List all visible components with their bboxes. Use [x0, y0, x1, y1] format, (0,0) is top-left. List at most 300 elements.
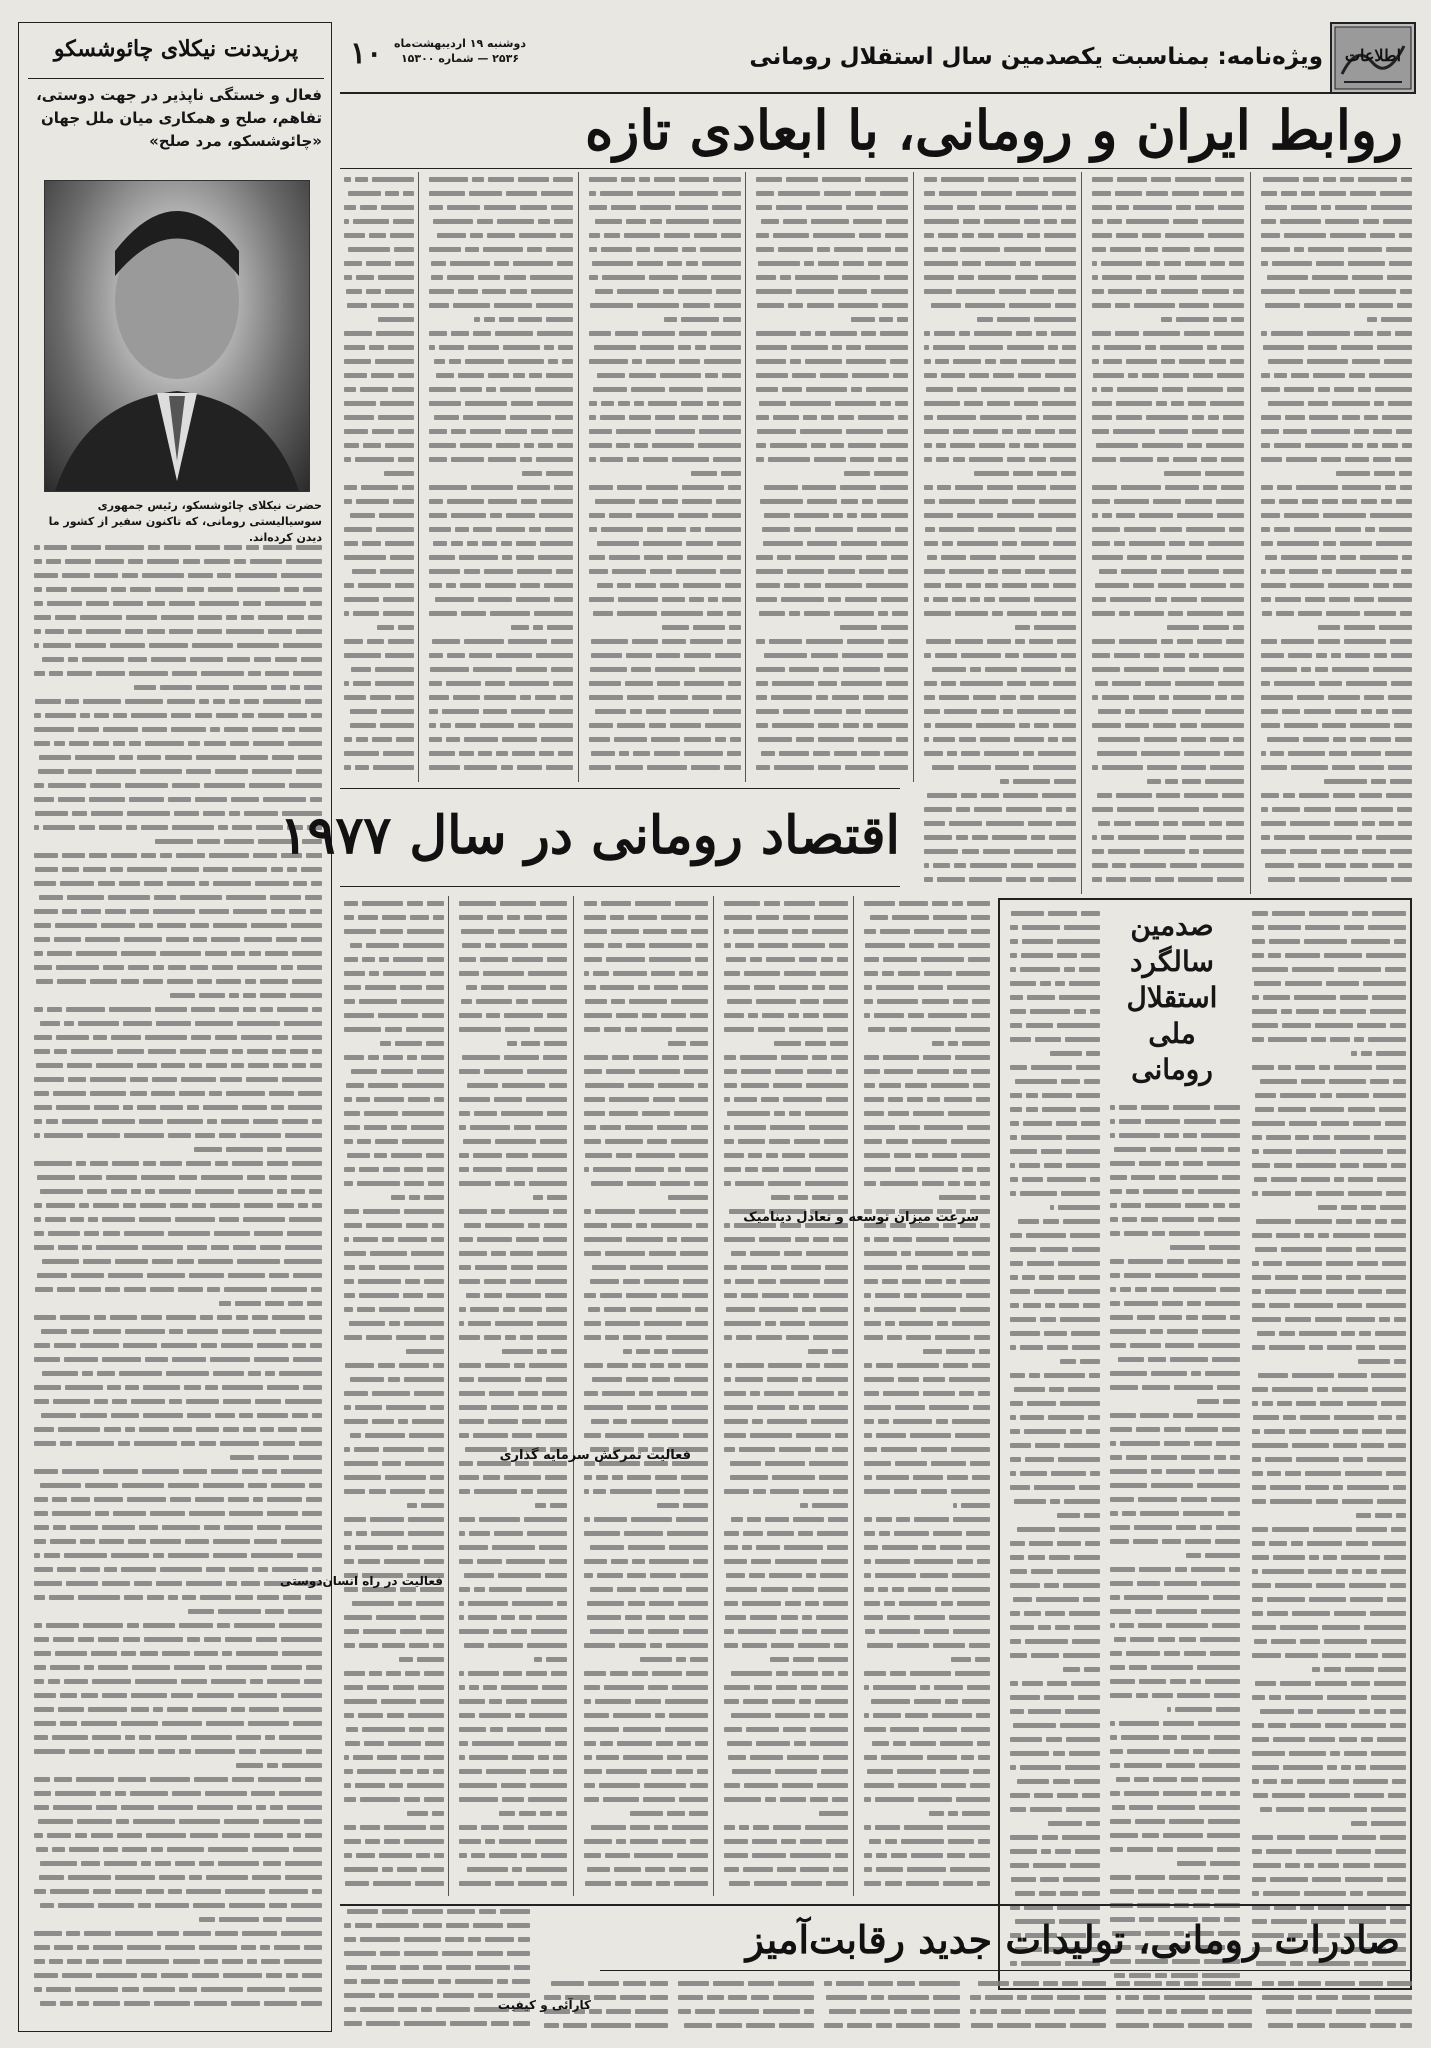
text-word [750, 1433, 792, 1438]
text-word [147, 1595, 164, 1600]
text-word [67, 1063, 92, 1068]
text-line [30, 1282, 322, 1296]
text-word [520, 583, 540, 588]
text-word [344, 681, 349, 686]
text-line [1248, 1396, 1406, 1410]
text-word [1223, 1875, 1240, 1880]
text-word [52, 1735, 88, 1740]
text-word [1000, 779, 1009, 784]
text-line [860, 1092, 990, 1106]
text-word [148, 1049, 176, 1054]
text-word [463, 415, 506, 420]
text-word [1164, 471, 1201, 476]
text-word [863, 695, 884, 700]
text-word [98, 881, 115, 886]
text-word [724, 1097, 730, 1102]
text-line [920, 424, 1076, 438]
text-word [1187, 443, 1202, 448]
text-word [1379, 821, 1394, 826]
text-word [360, 205, 377, 210]
text-line [1088, 844, 1244, 858]
text-word [1228, 1147, 1240, 1152]
text-word [449, 359, 461, 364]
text-line [1257, 340, 1412, 354]
text-word [960, 1279, 990, 1284]
text-word [105, 1287, 120, 1292]
text-word [90, 783, 121, 788]
text-line [1088, 676, 1244, 690]
text-word [429, 247, 461, 252]
text-word [686, 541, 713, 546]
text-word [952, 901, 963, 906]
text-line [340, 592, 414, 606]
text-word [1372, 1387, 1406, 1392]
text-word [858, 415, 894, 420]
text-word [924, 737, 929, 742]
text-word [431, 261, 446, 266]
text-word [1070, 1429, 1082, 1434]
text-word [1119, 1119, 1141, 1124]
text-line [1257, 816, 1412, 830]
text-word [1330, 1037, 1350, 1042]
text-word [126, 825, 137, 830]
text-word [143, 1987, 175, 1992]
text-word [756, 569, 783, 574]
text-word [1173, 695, 1211, 700]
text-word [1379, 625, 1412, 630]
text-word [1374, 1681, 1406, 1686]
text-word [876, 985, 914, 990]
text-line [752, 242, 908, 256]
text-word [1047, 1177, 1086, 1182]
text-word [955, 1027, 990, 1032]
text-word [1045, 247, 1076, 252]
text-word [678, 513, 708, 518]
text-word [1265, 1289, 1296, 1294]
text-word [625, 681, 653, 686]
text-word [1092, 485, 1117, 490]
text-word [183, 1469, 207, 1474]
text-word [218, 1609, 261, 1614]
text-word [1310, 1429, 1339, 1434]
text-word [1368, 925, 1406, 930]
text-word [941, 373, 965, 378]
text-word [1010, 1275, 1018, 1280]
text-word [1382, 443, 1398, 448]
text-word [717, 541, 741, 546]
text-word [375, 681, 414, 686]
text-word [494, 303, 532, 308]
text-word [875, 1559, 910, 1564]
text-word [1189, 667, 1219, 672]
text-word [1050, 1205, 1054, 1210]
text-word [187, 587, 204, 592]
text-word [855, 191, 876, 196]
text-line [585, 578, 741, 592]
text-word [1252, 1429, 1260, 1434]
text-word [821, 957, 833, 962]
text-word [1202, 1329, 1240, 1334]
text-word [562, 359, 573, 364]
text-line [1248, 1592, 1406, 1606]
text-word [864, 1293, 871, 1298]
text-word [615, 331, 638, 336]
text-word [1010, 1149, 1037, 1154]
text-word [1341, 1331, 1355, 1336]
text-word [1390, 1723, 1406, 1728]
text-word [276, 1035, 288, 1040]
text-word [67, 895, 104, 900]
text-word [589, 695, 623, 700]
text-word [1119, 611, 1130, 616]
text-word [960, 681, 1003, 686]
text-word [180, 895, 222, 900]
text-word [179, 1091, 205, 1096]
text-word [1203, 191, 1227, 196]
text-word [746, 1727, 779, 1732]
text-word [756, 915, 779, 920]
text-word [1252, 939, 1265, 944]
text-word [893, 1741, 906, 1746]
text-word [292, 1343, 306, 1348]
text-word [1145, 1203, 1181, 1208]
text-word [131, 1707, 149, 1712]
text-word [820, 1573, 848, 1578]
text-word [226, 1147, 263, 1152]
text-word [826, 1839, 848, 1844]
text-line [860, 952, 990, 966]
text-word [1252, 1387, 1268, 1392]
text-word [219, 1301, 231, 1306]
text-word [611, 929, 639, 934]
text-word [205, 951, 227, 956]
text-line [860, 1260, 990, 1274]
text-word [1252, 1499, 1266, 1504]
text-word [1334, 821, 1358, 826]
text-word [34, 1623, 42, 1628]
text-word [834, 247, 863, 252]
text-word [932, 901, 948, 906]
text-line [425, 676, 573, 690]
text-word [1342, 1499, 1373, 1504]
text-word [346, 289, 362, 294]
text-word [556, 569, 573, 574]
text-word [864, 1251, 897, 1256]
text-word [1071, 1681, 1100, 1686]
text-word [999, 597, 1030, 602]
text-word [671, 929, 687, 934]
text-word [1083, 1303, 1100, 1308]
text-word [1402, 443, 1412, 448]
text-word [237, 1259, 280, 1264]
text-line [860, 938, 990, 952]
text-word [203, 1483, 244, 1488]
text-word [266, 1973, 282, 1978]
text-word [181, 1441, 195, 1446]
text-word [258, 1567, 268, 1572]
text-word [62, 853, 85, 858]
text-word [1097, 751, 1137, 756]
text-word [1137, 1581, 1160, 1586]
text-line [340, 704, 414, 718]
text-word [500, 387, 531, 392]
text-word [979, 205, 1001, 210]
text-word [1020, 695, 1034, 700]
text-word [835, 1853, 848, 1858]
text-word [615, 765, 643, 770]
text-word [34, 545, 40, 550]
text-word [1134, 1777, 1149, 1782]
text-line [1088, 438, 1244, 452]
text-line [1248, 1872, 1406, 1886]
text-word [1337, 1303, 1362, 1308]
text-word [34, 1539, 46, 1544]
text-word [941, 177, 984, 182]
text-word [82, 1371, 93, 1376]
text-word [1342, 485, 1381, 490]
text-line [720, 1246, 848, 1260]
text-word [1230, 1455, 1240, 1460]
text-word [1385, 1121, 1406, 1126]
text-word [1117, 177, 1147, 182]
text-line [920, 830, 1076, 844]
text-word [784, 1545, 823, 1550]
text-word [170, 1497, 191, 1502]
text-word [229, 1567, 254, 1572]
text-word [39, 895, 63, 900]
text-word [691, 929, 708, 934]
text-word [1092, 863, 1108, 868]
text-word [1063, 1219, 1100, 1224]
text-word [62, 909, 77, 914]
text-word [985, 583, 998, 588]
text-word [813, 233, 855, 238]
text-word [447, 205, 480, 210]
text-word [775, 1559, 817, 1564]
text-word [138, 1903, 151, 1908]
text-word [40, 1189, 83, 1194]
text-word [761, 751, 775, 756]
text-line [860, 1344, 990, 1358]
text-word [1092, 695, 1098, 700]
text-word [1380, 569, 1397, 574]
text-word [1059, 1303, 1079, 1308]
text-word [869, 1839, 881, 1844]
text-word [249, 951, 261, 956]
text-line [30, 1296, 322, 1310]
text-word [253, 1119, 278, 1124]
text-word [1209, 359, 1226, 364]
text-word [910, 1741, 936, 1746]
text-word [1010, 1233, 1022, 1238]
text-word [864, 1279, 878, 1284]
text-word [134, 1441, 177, 1446]
text-word [249, 1707, 279, 1712]
text-word [639, 177, 650, 182]
text-word [1267, 1597, 1305, 1602]
text-word [245, 979, 256, 984]
text-line [425, 396, 573, 410]
text-word [616, 443, 630, 448]
text-line [340, 550, 414, 564]
text-word [805, 1041, 826, 1046]
text-word [284, 1021, 322, 1026]
text-word [96, 1805, 117, 1810]
text-word [783, 1727, 806, 1732]
text-word [724, 1629, 734, 1634]
text-word [1072, 1247, 1100, 1252]
text-word [818, 737, 854, 742]
text-word [1281, 555, 1317, 560]
text-line [1257, 872, 1412, 886]
text-word [304, 1679, 322, 1684]
text-word [206, 1063, 227, 1068]
text-word [90, 1161, 108, 1166]
text-word [834, 611, 874, 616]
text-word [886, 219, 908, 224]
text-word [1214, 247, 1244, 252]
text-word [548, 359, 558, 364]
text-word [86, 629, 121, 634]
text-word [47, 1007, 62, 1012]
text-line [1248, 990, 1406, 1004]
text-line [340, 410, 414, 424]
text-word [1322, 723, 1346, 728]
text-word [815, 1447, 828, 1452]
text-word [961, 751, 980, 756]
text-word [1165, 485, 1199, 490]
text-word [437, 233, 466, 238]
text-word [1164, 261, 1181, 266]
text-word [1147, 779, 1161, 784]
text-word [924, 583, 941, 588]
text-line [1006, 1662, 1100, 1676]
text-word [792, 1671, 818, 1676]
text-word [589, 359, 628, 364]
text-word [558, 345, 573, 350]
text-word [1140, 1413, 1169, 1418]
text-line [30, 1604, 322, 1618]
text-word [766, 1153, 778, 1158]
text-word [752, 1839, 777, 1844]
text-word [211, 1469, 238, 1474]
text-line [1088, 858, 1244, 872]
text-word [283, 1707, 322, 1712]
text-word [155, 1861, 171, 1866]
text-word [1006, 877, 1026, 882]
text-word [429, 289, 454, 294]
text-word [1380, 1205, 1406, 1210]
text-word [864, 1755, 877, 1760]
text-word [627, 695, 654, 700]
text-word [1201, 723, 1244, 728]
text-word [1168, 611, 1183, 616]
text-word [783, 915, 810, 920]
text-word [1112, 1805, 1125, 1810]
text-word [964, 1181, 976, 1186]
text-word [1339, 1737, 1357, 1742]
text-word [1010, 1457, 1021, 1462]
text-word [1340, 1149, 1383, 1154]
text-word [956, 1797, 990, 1802]
text-word [1305, 925, 1340, 930]
text-word [1036, 331, 1047, 336]
text-word [1371, 1751, 1406, 1756]
text-word [53, 1637, 74, 1642]
text-word [1038, 1625, 1051, 1630]
text-word [159, 1189, 191, 1194]
text-line [1257, 844, 1412, 858]
text-word [591, 639, 628, 644]
text-word [1122, 1511, 1136, 1516]
text-word [162, 1651, 190, 1656]
text-word [45, 1217, 66, 1222]
text-word [153, 909, 195, 914]
text-word [1285, 1317, 1311, 1322]
text-word [1102, 275, 1132, 280]
text-word [1393, 1079, 1406, 1084]
text-word [1352, 443, 1363, 448]
text-word [1110, 1749, 1123, 1754]
text-word [670, 709, 709, 714]
text-word [1199, 1763, 1240, 1768]
text-word [1110, 1119, 1115, 1124]
text-line [340, 256, 414, 270]
text-word [155, 1007, 187, 1012]
text-word [1230, 1791, 1240, 1796]
text-word [956, 835, 968, 840]
text-word [285, 1133, 322, 1138]
text-word [103, 1231, 120, 1236]
text-word [281, 965, 293, 970]
text-word [1201, 1889, 1214, 1894]
text-word [802, 1629, 817, 1634]
text-word [1127, 555, 1147, 560]
text-line [720, 1498, 848, 1512]
text-word [589, 275, 598, 280]
text-word [864, 1321, 881, 1326]
text-word [1022, 1177, 1043, 1182]
text-word [127, 1497, 166, 1502]
text-word [1050, 485, 1076, 490]
text-word [1026, 1023, 1053, 1028]
text-word [1336, 1569, 1348, 1574]
text-word [924, 835, 952, 840]
text-word [1019, 1163, 1040, 1168]
text-word [816, 695, 828, 700]
text-word [800, 429, 842, 434]
text-word [1179, 359, 1205, 364]
text-word [635, 583, 656, 588]
text-word [589, 569, 608, 574]
text-word [1261, 247, 1290, 252]
text-word [210, 1357, 250, 1362]
text-word [1198, 1343, 1240, 1348]
text-line [1088, 410, 1244, 424]
text-word [829, 985, 848, 990]
text-line [752, 284, 908, 298]
text-word [234, 559, 246, 564]
text-word [79, 825, 95, 830]
text-word [1141, 1105, 1169, 1110]
text-word [34, 783, 44, 788]
text-word [107, 1385, 121, 1390]
text-line [860, 1778, 990, 1792]
text-word [1374, 1233, 1406, 1238]
text-line [1006, 1620, 1100, 1634]
text-word [1126, 1651, 1160, 1656]
text-word [767, 1531, 794, 1536]
